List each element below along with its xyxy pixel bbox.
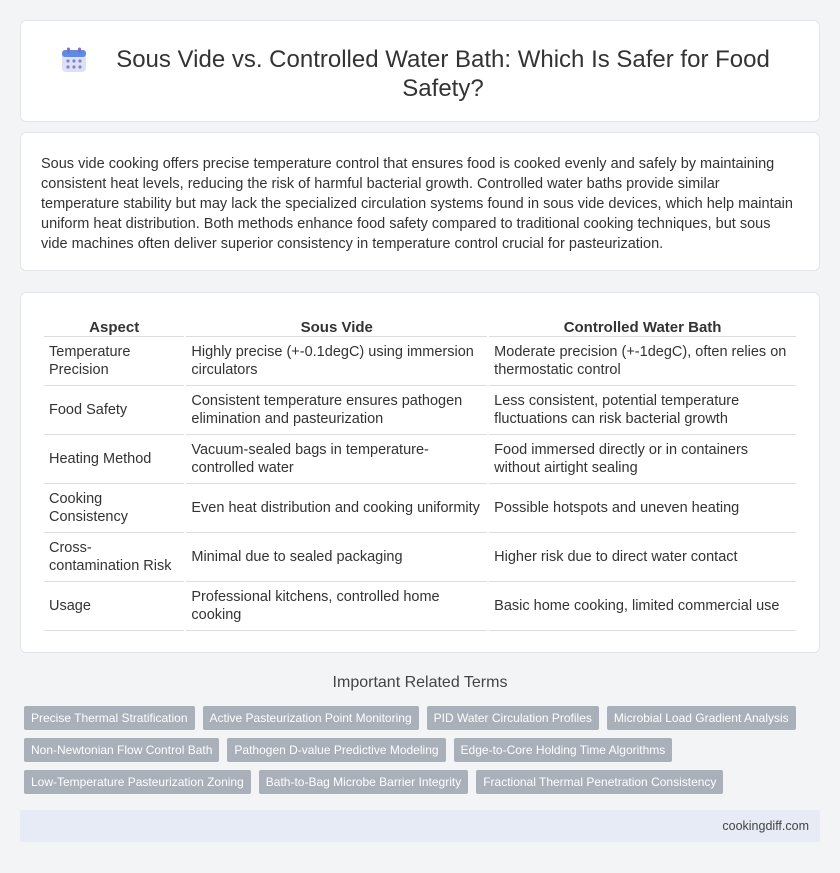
table-cell: Vacuum-sealed bags in temperature-controlled water	[186, 435, 487, 484]
table-cell: Food immersed directly or in containers without airtight sealing	[489, 435, 796, 484]
table-row	[44, 582, 796, 631]
table-row	[44, 484, 796, 533]
footer	[20, 810, 820, 842]
table-row	[44, 435, 796, 484]
footer-site-link[interactable]: cookingdiff.com	[722, 819, 809, 833]
table-cell: Basic home cooking, limited commercial use	[489, 582, 796, 631]
header-sous-vide: Sous Vide	[186, 313, 487, 337]
table-row	[44, 337, 796, 386]
table-cell: Highly precise (+-0.1degC) using immersion circulators	[186, 337, 487, 386]
table-cell: Higher risk due to direct water contact	[489, 533, 796, 582]
related-term-tag[interactable]: Fractional Thermal Penetration Consistency	[476, 770, 723, 794]
related-term-tag[interactable]: Edge-to-Core Holding Time Algorithms	[454, 738, 673, 762]
table-cell: Even heat distribution and cooking uniformity	[186, 484, 487, 533]
title-card	[20, 20, 820, 122]
table-cell: Professional kitchens, controlled home cooking	[186, 582, 487, 631]
header-water-bath: Controlled Water Bath	[489, 313, 796, 337]
page-title: Sous Vide vs. Controlled Water Bath: Which Is Safer for Food Safety?	[116, 46, 770, 102]
related-term-tag[interactable]: Non-Newtonian Flow Control Bath	[24, 738, 219, 762]
related-term-tag[interactable]: PID Water Circulation Profiles	[427, 706, 599, 730]
comparison-card	[20, 292, 820, 653]
table-cell: Cross-contamination Risk	[44, 533, 184, 582]
table-cell: Heating Method	[44, 435, 184, 484]
table-row	[44, 386, 796, 435]
table-cell: Temperature Precision	[44, 337, 184, 386]
table-cell: Possible hotspots and uneven heating	[489, 484, 796, 533]
intro-card	[20, 132, 820, 271]
comparison-table	[42, 313, 798, 631]
related-term-tag[interactable]: Pathogen D-value Predictive Modeling	[227, 738, 445, 762]
table-header-row	[44, 313, 796, 337]
related-terms-heading: Important Related Terms	[332, 674, 508, 691]
table-cell: Food Safety	[44, 386, 184, 435]
table-row	[44, 533, 796, 582]
related-term-tag[interactable]: Low-Temperature Pasteurization Zoning	[24, 770, 251, 794]
related-terms-list	[24, 706, 814, 794]
table-cell: Consistent temperature ensures pathogen elimination and pasteurization	[186, 386, 487, 435]
calendar-icon	[61, 47, 87, 73]
table-cell: Usage	[44, 582, 184, 631]
table-cell: Cooking Consistency	[44, 484, 184, 533]
related-term-tag[interactable]: Active Pasteurization Point Monitoring	[203, 706, 419, 730]
intro-paragraph: Sous vide cooking offers precise temperature control that ensures food is cooked evenly and safely by maintaining consistent heat levels, reducing the risk of harmful bacterial growth. Controlled water baths provide similar temperature stability but may lack the specialized circulation systems found in sous vide devices, which help maintain uniform heat distribution. Both methods enhance food safety compared to traditional cooking techniques, but sous vide machines often deliver superior consistency in temperature control crucial for pasteurization.	[41, 156, 793, 252]
header-aspect: Aspect	[44, 313, 184, 337]
related-term-tag[interactable]: Microbial Load Gradient Analysis	[607, 706, 796, 730]
table-cell: Less consistent, potential temperature fluctuations can risk bacterial growth	[489, 386, 796, 435]
table-cell: Moderate precision (+-1degC), often relies on thermostatic control	[489, 337, 796, 386]
related-term-tag[interactable]: Bath-to-Bag Microbe Barrier Integrity	[259, 770, 468, 794]
table-cell: Minimal due to sealed packaging	[186, 533, 487, 582]
related-term-tag[interactable]: Precise Thermal Stratification	[24, 706, 195, 730]
